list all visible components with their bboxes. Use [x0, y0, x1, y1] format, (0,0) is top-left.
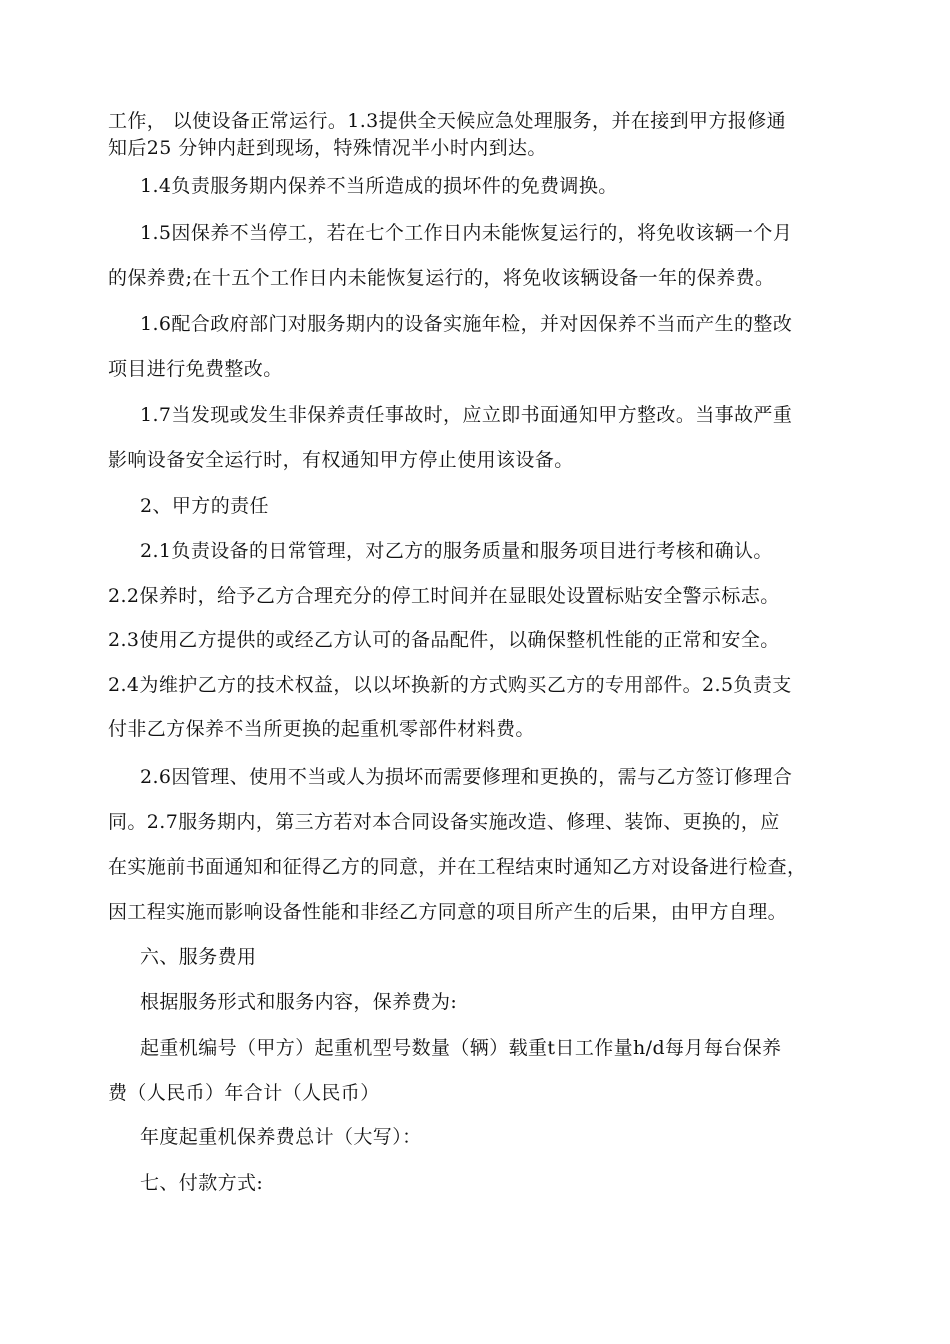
- clause-2-6-line-4: 因工程实施而影响设备性能和非经乙方同意的项目所产生的后果，由甲方自理。: [108, 901, 788, 923]
- annual-fee-total: 年度起重机保养费总计（大写）：: [140, 1126, 422, 1148]
- clause-1-7-line-1: 1.7当发现或发生非保养责任事故时，应立即书面通知甲方整改。当事故严重: [140, 404, 793, 426]
- section-heading-2: 2、甲方的责任: [140, 495, 269, 517]
- paragraph-line-2: 知后25 分钟内赶到现场，特殊情况半小时内到达。: [108, 137, 547, 159]
- clause-2-6-line-1: 2.6因管理、使用不当或人为损坏而需要修理和更换的，需与乙方签订修理合: [140, 766, 793, 788]
- fee-intro: 根据服务形式和服务内容，保养费为:: [140, 991, 458, 1013]
- clause-1-5-line-2: 的保养费;在十五个工作日内未能恢复运行的，将免收该辆设备一年的保养费。: [108, 267, 775, 289]
- clause-2-6-line-3: 在实施前书面通知和征得乙方的同意，并在工程结束时通知乙方对设备进行检查，: [108, 856, 807, 878]
- clause-2-1: 2.1负责设备的日常管理，对乙方的服务质量和服务项目进行考核和确认。: [140, 540, 773, 562]
- paragraph-line-1: 工作， 以使设备正常运行。1.3提供全天候应急处理服务，并在接到甲方报修通: [108, 110, 787, 132]
- clause-2-3: 2.3使用乙方提供的或经乙方认可的备品配件，以确保整机性能的正常和安全。: [108, 629, 780, 651]
- section-heading-7: 七、付款方式:: [140, 1172, 264, 1194]
- section-heading-6: 六、服务费用: [140, 946, 257, 968]
- clause-2-2: 2.2保养时，给予乙方合理充分的停工时间并在显眼处设置标贴安全警示标志。: [108, 585, 780, 607]
- clause-1-6-line-1: 1.6配合政府部门对服务期内的设备实施年检，并对因保养不当而产生的整改: [140, 313, 793, 335]
- clause-2-4-line-1: 2.4为维护乙方的技术权益，以以坏换新的方式购买乙方的专用部件。2.5负责支: [108, 674, 792, 696]
- clause-2-4-line-2: 付非乙方保养不当所更换的起重机零部件材料费。: [108, 718, 535, 740]
- clause-2-6-line-2: 同。2.7服务期内，第三方若对本合同设备实施改造、修理、装饰、更换的，应: [108, 811, 780, 833]
- clause-1-4: 1.4负责服务期内保养不当所造成的损坏件的免费调换。: [140, 175, 618, 197]
- clause-1-6-line-2: 项目进行免费整改。: [108, 358, 283, 380]
- clause-1-5-line-1: 1.5因保养不当停工，若在七个工作日内未能恢复运行的，将免收该辆一个月: [140, 222, 793, 244]
- fee-table-header-line-2: 费（人民币）年合计（人民币）: [108, 1082, 380, 1104]
- clause-1-7-line-2: 影响设备安全运行时，有权通知甲方停止使用该设备。: [108, 449, 574, 471]
- fee-table-header-line-1: 起重机编号（甲方）起重机型号数量（辆）载重t日工作量h/d每月每台保养: [140, 1037, 782, 1059]
